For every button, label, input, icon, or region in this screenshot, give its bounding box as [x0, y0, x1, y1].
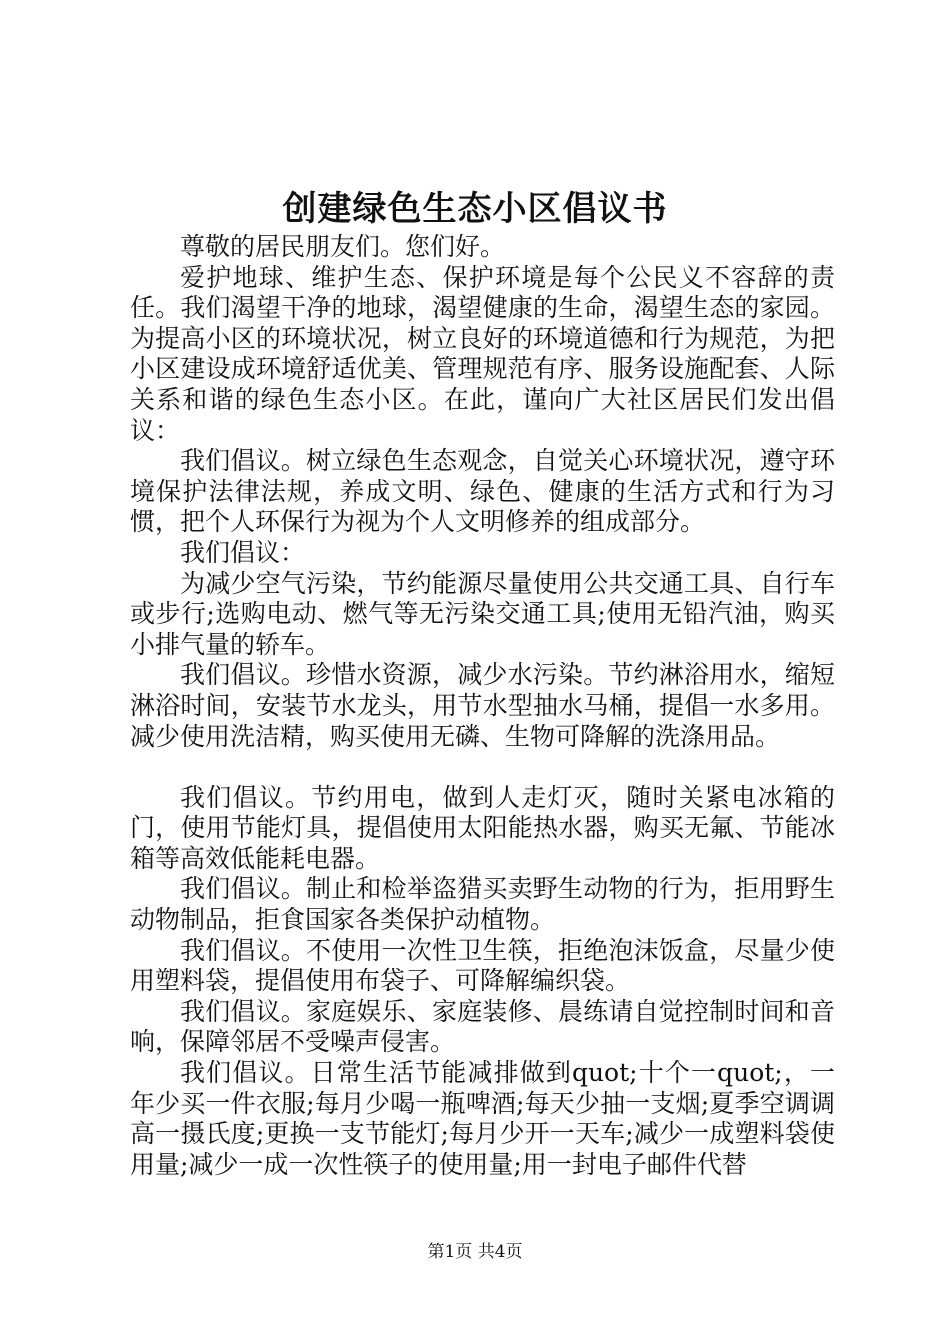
paragraph-proposal-green-concept: 我们倡议。树立绿色生态观念，自觉关心环境状况，遵守环境保护法律法规，养成文明、绿色、健康的生活方式和行为习惯，把个人环保行为视为个人文明修养的组成部分。 [130, 446, 835, 537]
paragraph-proposal-air: 为减少空气污染，节约能源尽量使用公共交通工具、自行车或步行;选购电动、燃气等无污染交通工具;使用无铅汽油，购买小排气量的轿车。 [130, 568, 835, 659]
paragraph-greeting: 尊敬的居民朋友们。您们好。 [180, 232, 506, 261]
paragraph-proposal-ten-ones: 我们倡议。日常生活节能减排做到quot;十个一quot;，一年少买一件衣服;每月少喝一瓶啤酒;每天少抽一支烟;夏季空调调高一摄氏度;更换一支节能灯;每月少开一天车;减少一成塑料袋使用量;减少一成一次性筷子的使用量;用一封电子邮件代替 [130, 1058, 835, 1179]
paragraph-proposal-electricity: 我们倡议。节约用电，做到人走灯灭，随时关紧电冰箱的门，使用节能灯具，提倡使用太阳能热水器，购买无氟、节能冰箱等高效低能耗电器。 [130, 782, 835, 873]
paragraph-proposal-disposables: 我们倡议。不使用一次性卫生筷，拒绝泡沫饭盒，尽量少使用塑料袋，提倡使用布袋子、可降解编织袋。 [130, 935, 835, 996]
document-body [130, 232, 835, 1180]
paragraph-proposal-noise: 我们倡议。家庭娱乐、家庭装修、晨练请自觉控制时间和音响，保障邻居不受噪声侵害。 [130, 996, 835, 1057]
paragraph-proposal-heading: 我们倡议： [180, 537, 306, 567]
paragraph-proposal-water: 我们倡议。珍惜水资源，减少水污染。节约淋浴用水，缩短淋浴时间，安装节水龙头，用节水型抽水马桶，提倡一水多用。减少使用洗洁精，购买使用无磷、生物可降解的洗涤用品。 [130, 660, 835, 751]
document-title: 创建绿色生态小区倡议书 [282, 189, 668, 229]
page-number-footer: 第1页 共4页 [427, 1242, 523, 1262]
paragraph-proposal-wildlife: 我们倡议。制止和检举盗猎买卖野生动物的行为，拒用野生动物制品，拒食国家各类保护动植物。 [130, 874, 835, 935]
paragraph-intro: 爱护地球、维护生态、保护环境是每个公民义不容辞的责任。我们渴望干净的地球，渴望健康的生命，渴望生态的家园。为提高小区的环境状况，树立良好的环境道德和行为规范，为把小区建设成环境舒适优美、管理规范有序、服务设施配套、人际关系和谐的绿色生态小区。在此，谨向广大社区居民们发出倡议： [130, 262, 835, 445]
